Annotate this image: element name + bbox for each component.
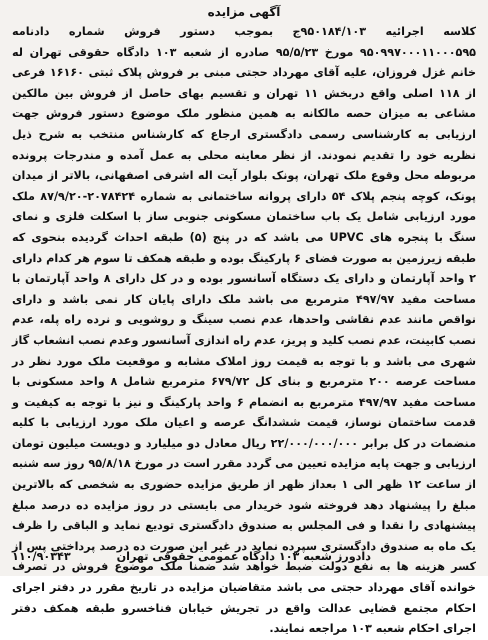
issuer-signature: دادورز شعبه ۱۰۳ دادگاه عمومی حقوقی تهران — [116, 550, 371, 563]
notice-footer — [12, 539, 476, 575]
notice-body: کلاسه اجرائیه ۹۵۰۱۸۴/۱۰۳ج بموجب دستور فروش شماره دادنامه ۹۵۰۹۹۷۰۰۰۱۱۰۰۰۵۹۵ مورخ ۹۵/۵/۲۳ صادره از شعبه ۱۰۳ دادگاه حقوقی تهران له خانم غزل فروزان، علیه آقای مهرداد حجتی مبنی بر فروش پلاک ثبتی ۱۶۱۶۰ فرعی از ۱۱۸ اصلی واقع دربخش ۱۱ تهران و تقسیم بهای حاصل از فروش بین مالکین مشاعی به میزان حصه مالکانه به همین منظور ملک موضوع دستور فروش جهت ارزیابی به کارشناسی رسمی دادگستری ارجاع که کارشناس منتخب به شرح ذیل نظریه خود را تقدیم نمودند. از نظر معاینه محلی به عمل آمده و مندرجات پرونده مربوطه محل وقوع ملک تهران، پونک بلوار آیت اله اشرفی اصفهانی، بالاتر از میدان پونک، کوچه پنجم پلاک ۵۴ دارای پروانه ساختمانی به شماره ۲۰۷۸۴۲۴-۸۷/۹/۲۰ ملک مورد ارزیابی شامل یک باب ساختمان مسکونی جنوبی ساز با اسکلت فلزی و نمای سنگ با پنجره های UPVC می باشد که در پنج (۵) طبقه احداث گردیده بنحوی که طبقه زیرزمین به صورت فضای ۶ پارکینگ بوده و طبقه همکف تا سوم هر کدام دارای ۲ واحد آپارتمان و دارای یک دستگاه آسانسور بوده و در کل دارای ۸ واحد آپارتمان با مساحت مفید ۴۹۷/۹۷ مترمربع می باشد ملک دارای پایان کار نمی باشد و دارای نواقص مانند عدم نقاشی واحدها، عدم نصب سینگ و روشویی و نرده راه پله، عدم نصب کابینت، عدم نصب کلید و پریز، عدم راه اندازی آسانسور وعدم نصب انشعاب گاز شهری می باشد و با توجه به قیمت روز املاک مشابه و موقعیت ملک مورد نظر در مساحت عرصه ۲۰۰ مترمربع و بنای کل ۶۷۹/۷۲ مترمربع شامل ۸ واحد مسکونی با مساحت مفید ۴۹۷/۹۷ مترمربع به انضمام ۶ واحد پارکینگ و نیز با توجه به کیفیت و قدمت ساختمان نوساز، قیمت ششدانگ عرصه و اعیان ملک مورد ارزیابی با کلیه منضمات در کل برابر ۲۲/۰۰۰/۰۰۰/۰۰۰ ریال معادل دو میلیارد و دویست میلیون تومان ارزیابی و جهت پایه مزایده تعیین می گردد مقرر است در مورخ ۹۵/۸/۱۸ روز سه شنبه از ساعت ۱۲ ظهر الی ۱ بعداز ظهر از طریق مزایده حضوری به شخصی که بالاترین مبلغ را پیشنهاد دهد فروخته شود خریدار می بایستی در روز مزایده ده درصد مبلغ پیشنهادی را نقدا و فی المجلس به صندوق دادگستری تودیع نماید و الباقی را ظرف یک ماه به صندوق دادگستری سپرده نماید در غیر این صورت ده درصد پرداختی پس از کسر هزینه ها به نفع دولت ضبط خواهد شد ضمنا ملک موضوع فروش در تصرف خوانده آقای مهرداد حجتی می باشد متقاضیان مزایده در تاریخ مقرر در دفتر اجرای احکام مجتمع قضایی عدالت واقع در تجریش خیابان فناخسرو طبقه همکف دفتر اجرای احکام شعبه ۱۰۳ مراجعه نمایند. — [12, 25, 477, 636]
notice-title: آگهی مزایده — [207, 5, 281, 19]
notice-code: ۱۱۰/۹۰۳۴۳ — [12, 550, 71, 563]
